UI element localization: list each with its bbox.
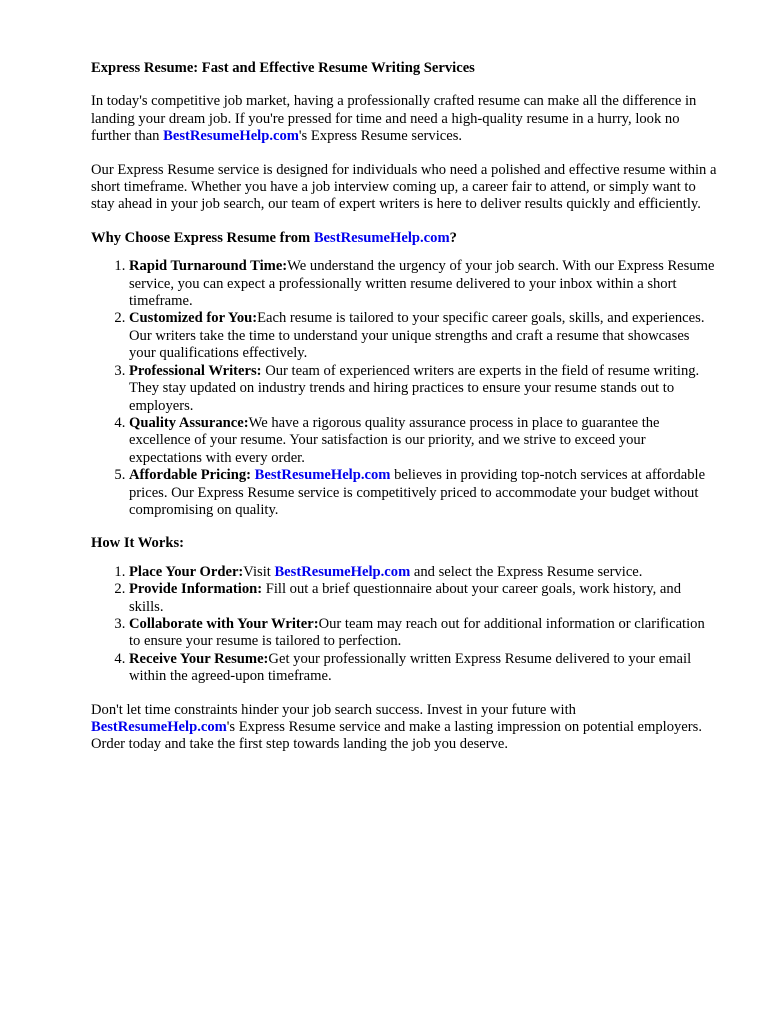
list-item: [129, 581, 718, 616]
bestresumehelp-link[interactable]: BestResumeHelp.com: [313, 229, 450, 246]
reasons-list: [91, 258, 718, 519]
item-text: Our team may reach out for additional information or clarification to ensure your resume is tailored to perfection.: [129, 615, 705, 650]
list-item: [129, 363, 718, 415]
bestresumehelp-link[interactable]: BestResumeHelp.com: [163, 128, 299, 145]
service-paragraph: Our Express Resume service is designed for individuals who need a polished and effective resume within a short timeframe. Whether you have a job interview coming up, a career fair to attend, or simply want to stay ahead in your job search, our team of expert writers is here to deliver results quickly and efficiently.: [91, 161, 717, 213]
list-item: [129, 467, 718, 519]
item-text-end: and select the Express Resume service.: [410, 563, 643, 580]
item-lead: Receive Your Resume:: [129, 650, 269, 667]
bestresumehelp-link[interactable]: BestResumeHelp.com: [274, 563, 411, 580]
list-item: [129, 616, 718, 651]
item-text: Get your professionally written Express Resume delivered to your email within the agreed-upon timeframe.: [129, 650, 692, 685]
item-lead: Affordable Pricing:: [129, 467, 255, 484]
why-heading-text: Why Choose Express Resume from: [91, 229, 314, 246]
why-heading-end: ?: [449, 229, 457, 246]
closing-text: Don't let time constraints hinder your job search success. Invest in your future with: [91, 701, 576, 718]
list-item: [129, 564, 718, 581]
list-item: [129, 310, 718, 362]
item-lead: Rapid Turnaround Time:: [129, 258, 288, 275]
list-item: [129, 258, 718, 310]
intro-text: In today's competitive job market, having a professionally crafted resume can make all the difference in landing your dream job. If you're pressed for time and need a high-quality resume in a hurry, look no further than: [91, 93, 697, 145]
item-lead: Provide Information:: [129, 581, 263, 598]
item-text: We understand the urgency of your job search. With our Express Resume service, you can expect a professionally written resume delivered to your inbox within a short timeframe.: [129, 258, 715, 310]
closing-text-end: 's Express Resume service and make a lasting impression on potential employers. Order today and take the first step towards landing the job you deserve.: [91, 719, 702, 753]
why-heading: [91, 230, 718, 247]
bestresumehelp-link[interactable]: BestResumeHelp.com: [91, 719, 227, 735]
item-lead: Quality Assurance:: [129, 414, 249, 431]
item-text: Our team of experienced writers are experts in the field of resume writing. They stay updated on industry trends and hiring practices to ensure your resume stands out to employers.: [129, 362, 700, 414]
closing-paragraph: [91, 702, 718, 754]
steps-list: [91, 564, 718, 686]
item-text: believes in providing top-notch services at affordable prices. Our Express Resume service is competitively priced to accommodate your budget without compromising on quality.: [129, 467, 706, 518]
item-lead: Place Your Order:: [129, 563, 244, 580]
item-text: We have a rigorous quality assurance process in place to guarantee the excellence of your resume. Your satisfaction is our priority, and we strive to exceed your expectations with every order.: [129, 414, 660, 466]
item-lead: Collaborate with Your Writer:: [129, 615, 319, 632]
item-text: Fill out a brief questionnaire about your career goals, work history, and skills.: [129, 581, 682, 615]
document-title: Express Resume: Fast and Effective Resume Writing Services: [91, 60, 475, 76]
item-text: Visit: [243, 563, 275, 580]
bestresumehelp-link[interactable]: BestResumeHelp.com: [254, 467, 391, 484]
intro-text-end: 's Express Resume services.: [298, 128, 463, 145]
intro-paragraph: [91, 93, 718, 145]
how-heading: How It Works:: [91, 535, 184, 552]
item-lead: Professional Writers:: [129, 362, 262, 379]
list-item: [129, 415, 718, 467]
list-item: [129, 651, 718, 686]
item-lead: Customized for You:: [129, 310, 258, 327]
item-text: Each resume is tailored to your specific career goals, skills, and experiences. Our writers take the time to understand your unique strengths and craft a resume that showcases your qualifications effectively.: [129, 310, 705, 362]
